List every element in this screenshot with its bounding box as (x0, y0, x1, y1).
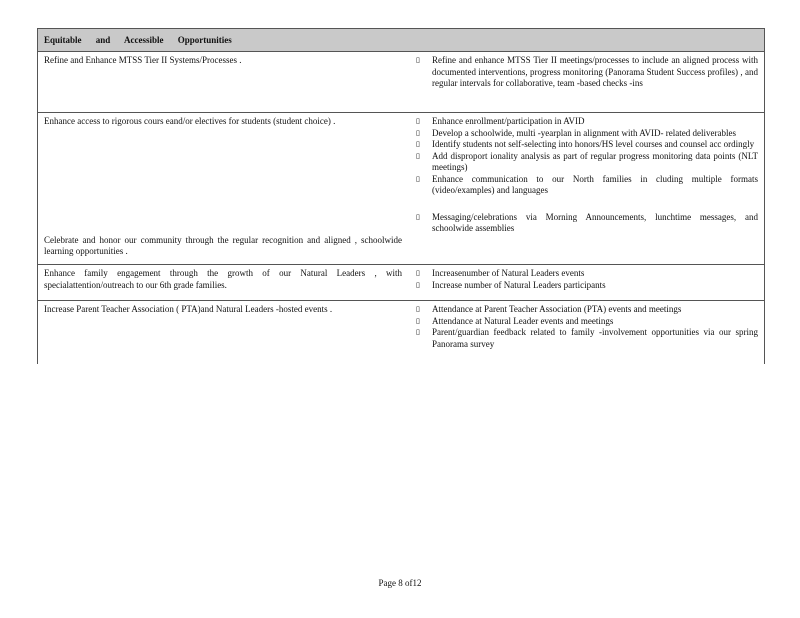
list-item: ▯ Attendance at Parent Teacher Association (PTA) events and meetings (416, 304, 682, 314)
action-cell (408, 52, 764, 112)
checkbox-icon: ▯ (416, 151, 420, 160)
checkbox-icon: ▯ (416, 328, 420, 336)
checkbox-icon: ▯ (416, 269, 420, 277)
checkbox-icon: ▯ (416, 280, 420, 289)
list-item: ▯ Add disproport ionality analysis as part of regular progress monitoring data points (NLT meetings) (416, 150, 758, 172)
list-item: ▯ Parent/guardian feedback related to family -involvement opportunities via our spring Panorama survey (416, 327, 758, 349)
goal-text: Increase Parent Teacher Association ( PTA)and Natural Leaders -hosted events . (44, 304, 333, 314)
list-item: ▯ Refine and enhance MTSS Tier II meetings/processes to include an aligned process with documented interventions, progress monitoring (Panorama Student Success profiles) , and regular intervals for collaborative, team -based checks -ins (416, 55, 758, 88)
checkbox-icon: ▯ (416, 56, 420, 64)
list-item: ▯ Increasenumber of Natural Leaders events (416, 268, 585, 278)
checkbox-icon: ▯ (416, 174, 420, 183)
checkbox-icon: ▯ (416, 117, 420, 125)
checkbox-icon: ▯ (416, 316, 420, 325)
list-item: ▯ Enhance enrollment/participation in AVID (416, 116, 585, 126)
goal-cell (38, 52, 408, 112)
action-cell (408, 265, 764, 300)
table-row (38, 113, 764, 265)
table-row (38, 301, 764, 364)
goal-text: Enhance access to rigorous cours eand/or electives for students (student choice) . (44, 116, 336, 126)
goal-text: Celebrate and honor our community through the regular recognition and aligned , schoolwide learning opportunities . (44, 234, 402, 256)
checkbox-icon: ▯ (416, 128, 420, 137)
action-cell (408, 301, 764, 364)
goals-table (37, 28, 765, 364)
list-item: ▯ Increase number of Natural Leaders participants (416, 279, 606, 290)
list-item: ▯ Enhance communication to our North families in cluding multiple formats (video/examples) and languages (416, 173, 758, 195)
action-cell (408, 113, 764, 264)
table-row (38, 265, 764, 301)
list-item: ▯ Attendance at Natural Leader events and meetings (416, 315, 614, 326)
page-number: Page 8 of12 (378, 578, 422, 588)
goal-cell (38, 301, 408, 364)
list-item: ▯ Develop a schoolwide, multi -yearplan in alignment with AVID- related deliverables (416, 127, 736, 138)
table-row (38, 52, 764, 113)
section-header: Equitable and Accessible Opportunities (38, 28, 764, 52)
goal-text: Refine and Enhance MTSS Tier II Systems/Processes . (44, 55, 242, 65)
checkbox-icon: ▯ (416, 305, 420, 313)
list-item: ▯ Messaging/celebrations via Morning Announcements, lunchtime messages, and schoolwide assemblies (416, 211, 758, 233)
checkbox-icon: ▯ (416, 212, 420, 221)
goal-cell (38, 113, 408, 264)
goal-text: Enhance family engagement through the growth of our Natural Leaders , with specialattention/outreach to our 6th grade families. (44, 268, 402, 290)
list-item: ▯ Identify students not self-selecting into honors/HS level courses and counsel acc ordingly (416, 139, 755, 149)
checkbox-icon: ▯ (416, 140, 420, 148)
goal-cell (38, 265, 408, 300)
